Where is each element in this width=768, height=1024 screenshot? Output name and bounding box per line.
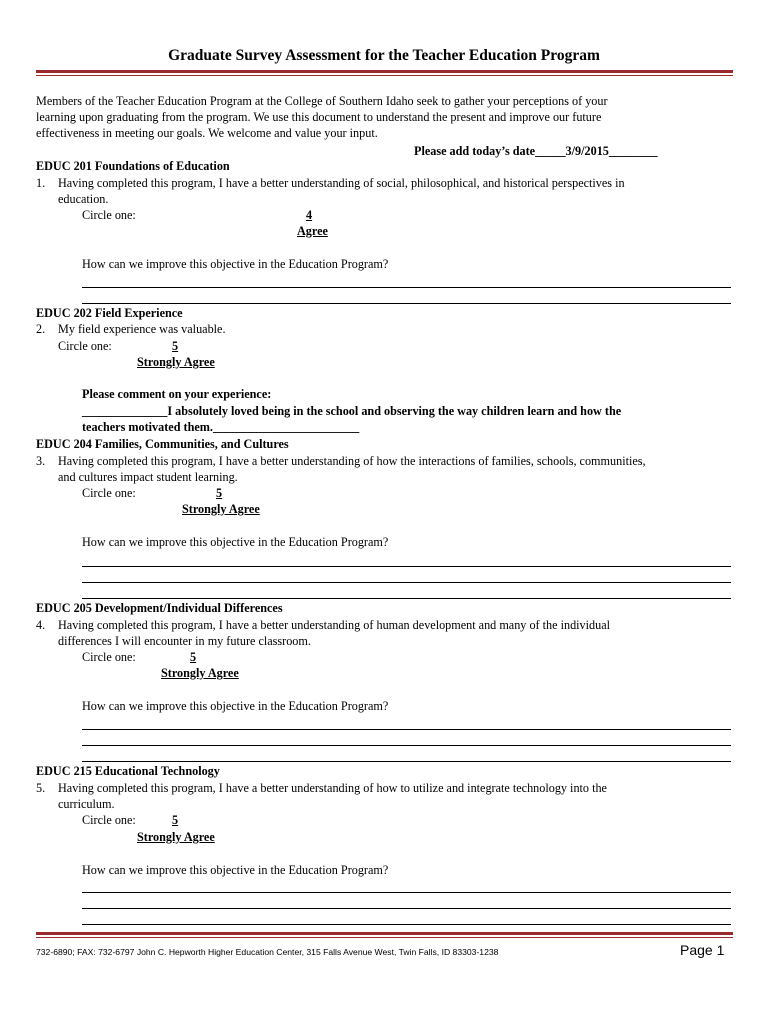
- improve-prompt-5: How can we improve this objective in the Education Program?: [82, 863, 389, 877]
- answer-value-5: 5: [172, 813, 179, 827]
- document-title: Graduate Survey Assessment for the Teacher Education Program: [168, 47, 600, 64]
- answer-line: [82, 566, 731, 567]
- question-4-line-2: differences I will encounter in my future classroom.: [58, 634, 311, 648]
- improve-prompt-4: How can we improve this objective in the Education Program?: [82, 699, 389, 713]
- question-3-line-1: Having completed this program, I have a better understanding of how the interactions of families, schools, communities,: [58, 454, 646, 468]
- footer-rule: [36, 932, 733, 935]
- answer-line: [82, 761, 731, 762]
- question-5-line-1: Having completed this program, I have a better understanding of how to utilize and integrate technology into the: [58, 781, 607, 795]
- question-number-4: 4.: [36, 618, 46, 632]
- answer-line: [82, 598, 731, 599]
- question-number-1: 1.: [36, 176, 46, 190]
- section-heading-educ-201: EDUC 201 Foundations of Education: [36, 159, 230, 173]
- answer-label-1: Agree: [297, 224, 328, 238]
- question-number-3: 3.: [36, 454, 46, 468]
- answer-line: [82, 908, 731, 909]
- title-rule-thin: [36, 75, 733, 76]
- intro-line-3: effectiveness in meeting our goals. We welcome and value your input.: [36, 126, 378, 140]
- answer-line: [82, 924, 731, 925]
- answer-line: [82, 892, 731, 893]
- question-1-line-1: Having completed this program, I have a better understanding of social, philosophical, and historical perspectives in: [58, 176, 625, 190]
- improve-prompt-1: How can we improve this objective in the Education Program?: [82, 257, 389, 271]
- answer-line: [82, 745, 731, 746]
- question-4-line-1: Having completed this program, I have a better understanding of human development and many of the individual: [58, 618, 611, 632]
- comment-prompt: Please comment on your experience:: [82, 387, 272, 401]
- circle-one-label: Circle one:: [82, 813, 136, 827]
- answer-line: [82, 287, 731, 288]
- circle-one-label: Circle one:: [82, 208, 136, 222]
- circle-one-label: Circle one:: [82, 650, 136, 664]
- question-2-line-1: My field experience was valuable.: [58, 322, 226, 336]
- answer-line: [82, 303, 731, 304]
- comment-line-1: ______________I absolutely loved being in the school and observing the way children learn and how the: [82, 404, 622, 418]
- intro-line-2: learning upon graduating from the program. We use this document to understand the present and improve our future: [36, 110, 602, 124]
- answer-value-3: 5: [216, 486, 223, 500]
- question-1-line-2: education.: [58, 192, 109, 206]
- section-heading-educ-204: EDUC 204 Families, Communities, and Cultures: [36, 437, 289, 451]
- circle-one-label: Circle one:: [58, 339, 112, 353]
- footer-rule-thin: [36, 937, 733, 938]
- intro-line-1: Members of the Teacher Education Program at the College of Southern Idaho seek to gather your perceptions of your: [36, 94, 608, 108]
- answer-label-4: Strongly Agree: [161, 666, 239, 680]
- footer-address: 732-6890; FAX: 732-6797 John C. Hepworth Higher Education Center, 315 Falls Avenue West, Twin Falls, ID 83303-1238: [36, 947, 499, 957]
- answer-value-2: 5: [172, 339, 179, 353]
- comment-line-2: teachers motivated them.________________________: [82, 420, 360, 434]
- section-heading-educ-205: EDUC 205 Development/Individual Differences: [36, 601, 283, 615]
- question-number-5: 5.: [36, 781, 46, 795]
- question-3-line-2: and cultures impact student learning.: [58, 470, 238, 484]
- title-rule: [36, 70, 733, 73]
- question-5-line-2: curriculum.: [58, 797, 115, 811]
- circle-one-label: Circle one:: [82, 486, 136, 500]
- date-line: Please add today’s date_____3/9/2015________: [414, 144, 658, 158]
- answer-value-4: 5: [190, 650, 197, 664]
- answer-label-5: Strongly Agree: [137, 830, 215, 844]
- answer-line: [82, 582, 731, 583]
- question-number-2: 2.: [36, 322, 46, 336]
- improve-prompt-3: How can we improve this objective in the Education Program?: [82, 535, 389, 549]
- answer-label-2: Strongly Agree: [137, 355, 215, 369]
- answer-label-3: Strongly Agree: [182, 502, 260, 516]
- page-number: Page 1: [680, 942, 725, 958]
- answer-line: [82, 729, 731, 730]
- section-heading-educ-202: EDUC 202 Field Experience: [36, 306, 183, 320]
- section-heading-educ-215: EDUC 215 Educational Technology: [36, 764, 220, 778]
- answer-value-1: 4: [306, 208, 313, 222]
